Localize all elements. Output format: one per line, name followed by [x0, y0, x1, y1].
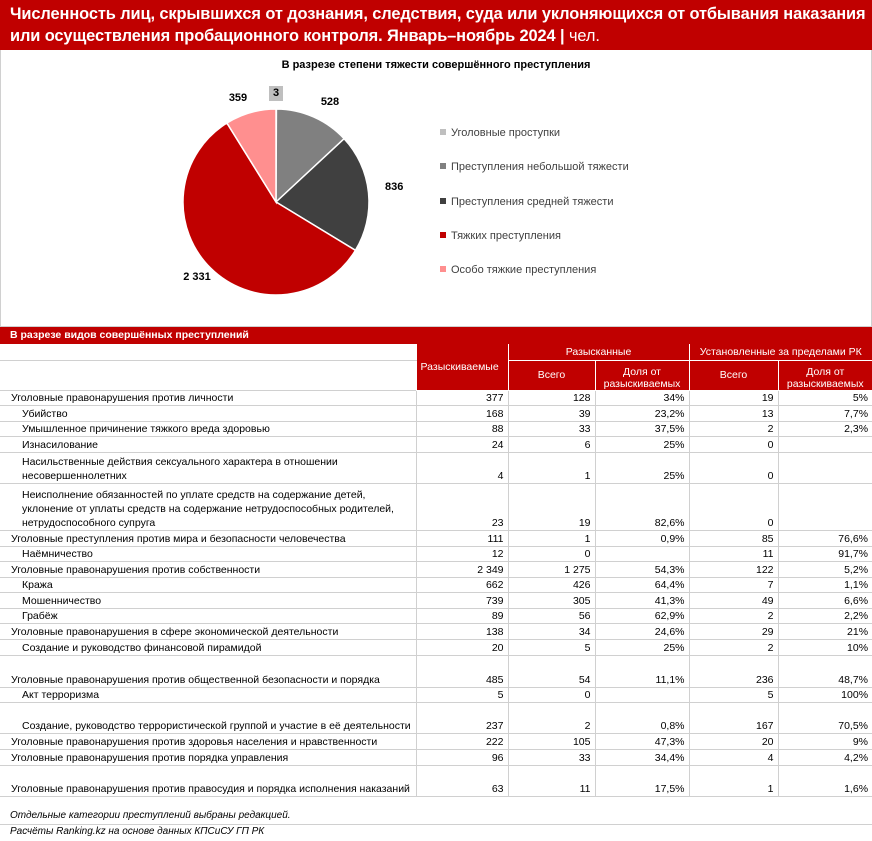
cell-abroad-total: 0 — [689, 483, 778, 530]
col-header-abroad-share: Доля от разыскиваемых — [778, 360, 872, 390]
cell-abroad-total: 0 — [689, 452, 778, 483]
cell-found-total: 5 — [508, 639, 595, 655]
legend-label: Преступления небольшой тяжести — [451, 161, 629, 173]
legend-swatch — [440, 232, 446, 238]
legend-swatch — [440, 266, 446, 272]
cell-wanted: 168 — [416, 405, 508, 421]
cell-wanted: 739 — [416, 592, 508, 608]
title-separator: | — [555, 27, 569, 45]
table-row — [0, 733, 872, 749]
cell-abroad-share — [778, 483, 872, 530]
cell-wanted: 2 349 — [416, 561, 508, 577]
legend-label: Особо тяжкие преступления — [451, 264, 597, 276]
cell-found-total: 2 — [508, 702, 595, 733]
legend-swatch — [440, 129, 446, 135]
cell-found-share: 34,4% — [595, 749, 689, 765]
cell-abroad-total: 0 — [689, 436, 778, 452]
table-row — [0, 687, 872, 702]
row-name: Грабёж — [0, 608, 416, 623]
cell-found-share: 24,6% — [595, 623, 689, 639]
cell-found-share: 41,3% — [595, 592, 689, 608]
cell-abroad-share: 4,2% — [778, 749, 872, 765]
footnote-note: Отдельные категории преступлений выбраны редакцией. — [10, 810, 291, 821]
cell-found-total: 33 — [508, 421, 595, 436]
row-name: Уголовные правонарушения против собственности — [0, 561, 416, 577]
table-row — [0, 749, 872, 765]
cell-found-share: 47,3% — [595, 733, 689, 749]
cell-found-total: 1 275 — [508, 561, 595, 577]
cell-abroad-total: 20 — [689, 733, 778, 749]
table-row — [0, 483, 872, 530]
table-row — [0, 577, 872, 592]
cell-found-share: 0,9% — [595, 530, 689, 546]
legend-item — [440, 230, 561, 242]
legend-swatch — [440, 163, 446, 169]
cell-found-share: 11,1% — [595, 655, 689, 687]
cell-wanted: 96 — [416, 749, 508, 765]
cell-abroad-total: 7 — [689, 577, 778, 592]
cell-abroad-total: 2 — [689, 608, 778, 623]
row-name: Мошенничество — [0, 592, 416, 608]
table-header-blank2 — [0, 360, 416, 390]
cell-found-total: 34 — [508, 623, 595, 639]
legend-label: Преступления средней тяжести — [451, 196, 614, 208]
cell-wanted: 138 — [416, 623, 508, 639]
row-name: Убийство — [0, 405, 416, 421]
row-name: Создание и руководство финансовой пирамидой — [0, 639, 416, 655]
footnote-source: Расчёты Ranking.kz на основе данных КПСиСУ ГП РК — [10, 826, 265, 837]
cell-abroad-total: 19 — [689, 390, 778, 405]
cell-wanted: 485 — [416, 655, 508, 687]
cell-found-share: 54,3% — [595, 561, 689, 577]
cell-wanted: 237 — [416, 702, 508, 733]
cell-wanted: 89 — [416, 608, 508, 623]
page-header — [0, 0, 872, 50]
table-row — [0, 405, 872, 421]
table-header-blank — [0, 344, 416, 360]
row-name: Уголовные правонарушения в сфере экономической деятельности — [0, 623, 416, 639]
cell-found-share: 37,5% — [595, 421, 689, 436]
page-title-line2 — [10, 27, 600, 46]
cell-found-share: 0,8% — [595, 702, 689, 733]
cell-found-total: 1 — [508, 530, 595, 546]
table-row — [0, 592, 872, 608]
cell-abroad-share: 7,7% — [778, 405, 872, 421]
cell-found-total: 56 — [508, 608, 595, 623]
table-row — [0, 390, 872, 405]
col-header-abroad-total: Всего — [689, 360, 778, 390]
cell-found-total: 128 — [508, 390, 595, 405]
unit-label: чел. — [568, 27, 600, 45]
table-section-title: В разрезе видов совершённых преступлений — [10, 329, 249, 341]
col-group-found: Разысканные — [508, 344, 689, 360]
row-name: Уголовные правонарушения против общественной безопасности и порядка — [0, 655, 416, 687]
table-row — [0, 561, 872, 577]
cell-abroad-total: 49 — [689, 592, 778, 608]
cell-abroad-share: 6,6% — [778, 592, 872, 608]
cell-wanted: 20 — [416, 639, 508, 655]
legend-item — [440, 161, 629, 173]
pie-value-label: 2 331 — [183, 271, 211, 283]
cell-wanted: 111 — [416, 530, 508, 546]
cell-wanted: 222 — [416, 733, 508, 749]
cell-abroad-share: 2,2% — [778, 608, 872, 623]
cell-found-share — [595, 687, 689, 702]
cell-found-total: 6 — [508, 436, 595, 452]
cell-wanted: 5 — [416, 687, 508, 702]
pie-value-label: 528 — [320, 96, 340, 108]
cell-found-total: 426 — [508, 577, 595, 592]
cell-found-total: 0 — [508, 546, 595, 561]
legend-item — [440, 196, 614, 208]
legend-swatch — [440, 198, 446, 204]
table-row — [0, 639, 872, 655]
cell-wanted: 4 — [416, 452, 508, 483]
pie-chart — [0, 50, 872, 326]
cell-abroad-share: 5,2% — [778, 561, 872, 577]
cell-abroad-share: 5% — [778, 390, 872, 405]
col-header-found-share: Доля от разыскиваемых — [595, 360, 689, 390]
cell-abroad-share: 9% — [778, 733, 872, 749]
legend-label: Тяжких преступления — [451, 230, 561, 242]
cell-wanted: 662 — [416, 577, 508, 592]
cell-found-share: 23,2% — [595, 405, 689, 421]
cell-abroad-total: 85 — [689, 530, 778, 546]
table-section-header — [0, 327, 872, 344]
row-name: Насильственные действия сексуального характера в отношении несовершеннолетних — [0, 452, 416, 483]
table-row — [0, 702, 872, 733]
cell-abroad-share: 91,7% — [778, 546, 872, 561]
cell-abroad-share: 2,3% — [778, 421, 872, 436]
footer-divider — [0, 824, 872, 825]
cell-wanted: 12 — [416, 546, 508, 561]
cell-abroad-share: 10% — [778, 639, 872, 655]
cell-abroad-share: 76,6% — [778, 530, 872, 546]
row-name: Неисполнение обязанностей по уплате средств на содержание детей, уклонение от уплаты средств на содержание нетрудоспособных родителей, нетрудоспособного супруга — [0, 483, 416, 530]
cell-found-total: 19 — [508, 483, 595, 530]
pie-value-label: 836 — [385, 181, 404, 193]
row-name: Уголовные правонарушения против правосудия и порядка исполнения наказаний — [0, 765, 416, 796]
cell-abroad-total: 5 — [689, 687, 778, 702]
cell-found-share: 25% — [595, 639, 689, 655]
cell-abroad-total: 236 — [689, 655, 778, 687]
row-name: Изнасилование — [0, 436, 416, 452]
legend-label: Уголовные проступки — [451, 127, 561, 139]
cell-abroad-share: 1,6% — [778, 765, 872, 796]
row-name: Кража — [0, 577, 416, 592]
row-name: Уголовные правонарушения против порядка управления — [0, 749, 416, 765]
col-header-found-total: Всего — [508, 360, 595, 390]
cell-found-total: 305 — [508, 592, 595, 608]
table-row — [0, 530, 872, 546]
table-row — [0, 436, 872, 452]
cell-abroad-total: 11 — [689, 546, 778, 561]
table-row — [0, 655, 872, 687]
cell-found-share — [595, 546, 689, 561]
cell-found-share: 82,6% — [595, 483, 689, 530]
cell-found-share: 62,9% — [595, 608, 689, 623]
legend-item — [440, 264, 596, 276]
cell-abroad-share: 70,5% — [778, 702, 872, 733]
cell-found-total: 33 — [508, 749, 595, 765]
row-name: Акт терроризма — [0, 687, 416, 702]
cell-abroad-share: 100% — [778, 687, 872, 702]
cell-found-total: 0 — [508, 687, 595, 702]
cell-found-total: 11 — [508, 765, 595, 796]
cell-abroad-total: 4 — [689, 749, 778, 765]
cell-wanted: 24 — [416, 436, 508, 452]
page-title-line2-text: или осуществления пробационного контроля. Январь–ноябрь 2024 — [10, 27, 556, 45]
row-name: Уголовные преступления против мира и безопасности человечества — [0, 530, 416, 546]
row-name: Наёмничество — [0, 546, 416, 561]
crimes-table — [0, 344, 872, 797]
page-title-line1: Численность лиц, скрывшихся от дознания, следствия, суда или уклоняющихся от отбывания наказания — [10, 5, 866, 23]
pie-value-label: 359 — [228, 92, 248, 104]
row-name: Уголовные правонарушения против личности — [0, 390, 416, 405]
cell-found-total: 1 — [508, 452, 595, 483]
cell-found-share: 17,5% — [595, 765, 689, 796]
table-row — [0, 421, 872, 436]
cell-found-share: 64,4% — [595, 577, 689, 592]
table-row — [0, 765, 872, 796]
cell-abroad-total: 2 — [689, 639, 778, 655]
cell-abroad-share — [778, 436, 872, 452]
cell-abroad-total: 1 — [689, 765, 778, 796]
cell-wanted: 63 — [416, 765, 508, 796]
row-name: Уголовные правонарушения против здоровья населения и нравственности — [0, 733, 416, 749]
cell-abroad-share: 1,1% — [778, 577, 872, 592]
table-row — [0, 623, 872, 639]
cell-found-total: 39 — [508, 405, 595, 421]
cell-found-share: 34% — [595, 390, 689, 405]
cell-abroad-total: 167 — [689, 702, 778, 733]
row-name: Умышленное причинение тяжкого вреда здоровью — [0, 421, 416, 436]
cell-found-total: 105 — [508, 733, 595, 749]
col-header-wanted: Разыскиваемые — [416, 344, 508, 390]
table-row — [0, 452, 872, 483]
cell-found-share: 25% — [595, 436, 689, 452]
cell-wanted: 377 — [416, 390, 508, 405]
cell-abroad-total: 29 — [689, 623, 778, 639]
pie-chart-title: В разрезе степени тяжести совершённого преступления — [281, 59, 591, 71]
cell-abroad-total: 2 — [689, 421, 778, 436]
cell-abroad-total: 13 — [689, 405, 778, 421]
cell-wanted: 88 — [416, 421, 508, 436]
cell-wanted: 23 — [416, 483, 508, 530]
cell-abroad-share — [778, 452, 872, 483]
cell-abroad-share: 21% — [778, 623, 872, 639]
legend-item — [440, 127, 560, 139]
col-group-abroad: Установленные за пределами РК — [689, 344, 872, 360]
row-name: Создание, руководство террористической группой и участие в её деятельности — [0, 702, 416, 733]
cell-found-share: 25% — [595, 452, 689, 483]
table-row — [0, 546, 872, 561]
cell-found-total: 54 — [508, 655, 595, 687]
cell-abroad-share: 48,7% — [778, 655, 872, 687]
pie-value-label: 3 — [272, 87, 280, 99]
table-row — [0, 608, 872, 623]
cell-abroad-total: 122 — [689, 561, 778, 577]
